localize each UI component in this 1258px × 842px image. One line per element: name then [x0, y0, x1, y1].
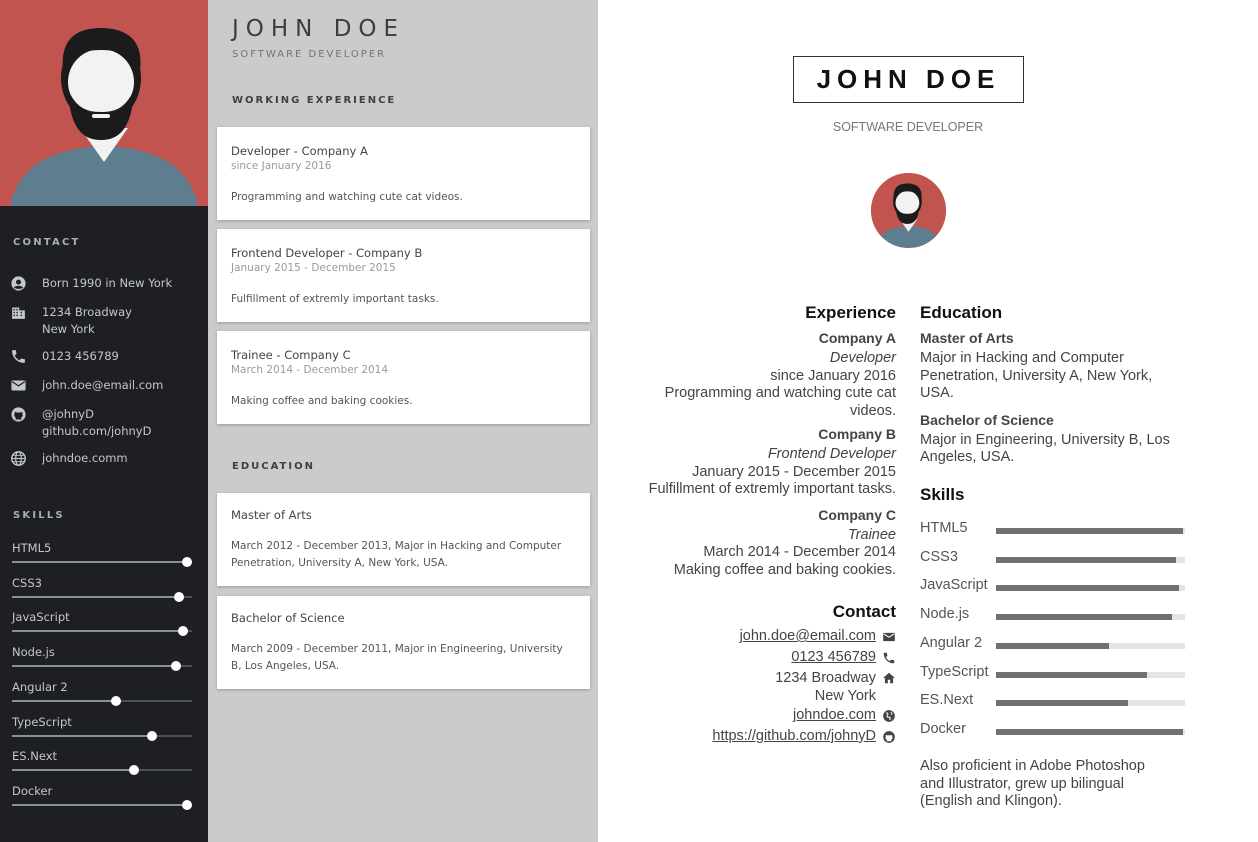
- cv-experience-item: [626, 505, 896, 580]
- cv-skill-fill: [996, 700, 1128, 706]
- building-icon: [10, 304, 27, 321]
- experience-card: [217, 331, 590, 424]
- avatar-illustration: [0, 0, 208, 206]
- cv-contact-github[interactable]: [626, 726, 896, 747]
- cv-degree: Master of Arts: [920, 330, 1014, 346]
- sidebar-skill: [12, 749, 192, 779]
- sidebar-skill-track: [12, 630, 192, 632]
- contact-website: [10, 450, 200, 467]
- middle-role: SOFTWARE DEVELOPER: [232, 49, 387, 60]
- envelope-icon: [882, 630, 896, 644]
- contact-address: [10, 304, 200, 338]
- phone-icon: [882, 651, 896, 665]
- cv-contact-section: [626, 601, 896, 747]
- cv-skill: [920, 606, 1190, 626]
- cv-company: Company C: [818, 506, 896, 523]
- sidebar-skill-label: Node.js: [12, 645, 55, 660]
- sidebar-skill: [12, 576, 192, 606]
- cv-skill: [920, 549, 1190, 569]
- cv-position: Developer: [829, 350, 896, 366]
- cv-position: Frontend Developer: [767, 446, 896, 462]
- cv-skill-fill: [996, 643, 1109, 649]
- sidebar-skill: [12, 680, 192, 710]
- profile-avatar: [0, 0, 208, 206]
- cv-skill-track: [996, 528, 1185, 534]
- experience-title: Frontend Developer - Company B: [231, 246, 423, 260]
- cv-skills-note: [920, 758, 1190, 811]
- contact-github-handle: @johnyD: [42, 407, 94, 421]
- experience-title: Developer - Company A: [231, 144, 368, 158]
- cv-email-link[interactable]: john.doe@email.com: [739, 628, 876, 644]
- sidebar-skill-knob[interactable]: [129, 765, 139, 775]
- sidebar-skill-knob[interactable]: [111, 696, 121, 706]
- cv-experience-heading: Experience: [805, 303, 896, 322]
- cv-skills-list: [920, 520, 1190, 760]
- cv-role: SOFTWARE DEVELOPER: [832, 120, 984, 134]
- sidebar-skill-fill: [12, 735, 152, 737]
- github-icon: [882, 730, 896, 744]
- contact-address-line1: 1234 Broadway: [42, 305, 132, 319]
- cv-skill-label: Node.js: [920, 606, 970, 623]
- sidebar-skill-fill: [12, 665, 176, 667]
- experience-date: March 2014 - December 2014: [231, 364, 389, 376]
- cv-company: Company B: [818, 426, 896, 442]
- contact-email-text: john.doe@email.com: [42, 378, 164, 392]
- cv-desc-line: videos.: [850, 402, 896, 419]
- education-title: Bachelor of Science: [231, 611, 345, 625]
- experience-card: [217, 229, 590, 322]
- cv-website-link[interactable]: johndoe.com: [792, 707, 876, 723]
- education-desc: March 2012 - December 2013, Major in Hacking and Computer Penetration, University A, New York, USA.: [231, 540, 562, 569]
- sidebar-skill-fill: [12, 700, 116, 702]
- sidebar-skill: [12, 784, 192, 814]
- cv-address-line1: 1234 Broadway: [775, 670, 876, 686]
- cv-skill: [920, 635, 1190, 655]
- cv-skill-fill: [996, 672, 1147, 678]
- cv-skill-label: CSS3: [920, 548, 958, 565]
- contact-phone-text: 0123 456789: [42, 349, 119, 363]
- cv-skill-track: [996, 700, 1185, 706]
- education-card: [217, 596, 590, 689]
- sidebar-skill-label: JavaScript: [12, 610, 70, 625]
- cv-note-line: Also proficient in Adobe Photoshop: [920, 758, 1145, 774]
- cv-skill-track: [996, 672, 1185, 678]
- sidebar-skill-label: Angular 2: [12, 679, 68, 694]
- cv-skill-label: ES.Next: [920, 692, 974, 709]
- contact-github-url: github.com/johnyD: [42, 424, 152, 438]
- cv-degree: Bachelor of Science: [920, 411, 1054, 428]
- working-experience-heading: WORKING EXPERIENCE: [232, 95, 397, 106]
- cv-github-link[interactable]: https://github.com/johnyD: [712, 728, 876, 744]
- contact-github: [10, 406, 200, 440]
- sidebar-skill-track: [12, 596, 192, 598]
- sidebar-skill-track: [12, 700, 192, 702]
- sidebar-skill-label: TypeScript: [12, 714, 72, 729]
- cv-company: Company A: [818, 330, 896, 346]
- cv-page: [598, 0, 1258, 842]
- cv-contact-address: [626, 670, 896, 705]
- education-heading: EDUCATION: [232, 461, 315, 472]
- sidebar-skill-label: HTML5: [12, 541, 52, 555]
- cv-experience-item: [626, 328, 896, 420]
- cv-edu-line: Major in Engineering, University B, Los: [920, 431, 1170, 448]
- experience-date: January 2015 - December 2015: [231, 262, 396, 274]
- cv-contact-email[interactable]: [626, 626, 896, 647]
- github-icon: [10, 406, 27, 423]
- cv-name-box: [793, 56, 1024, 103]
- experience-desc: Fulfillment of extremly important tasks.: [231, 293, 439, 305]
- sidebar-skill-track: [12, 769, 192, 771]
- cv-skill: [920, 692, 1190, 712]
- globe-icon: [882, 709, 896, 723]
- phone-icon: [10, 348, 27, 365]
- cv-skill-track: [996, 614, 1185, 620]
- sidebar-skill-track: [12, 561, 192, 563]
- cv-address-line2: New York: [814, 687, 876, 704]
- sidebar-skill-knob[interactable]: [147, 731, 157, 741]
- cv-skill-track: [996, 643, 1185, 649]
- contact-birth: [10, 275, 200, 292]
- contact-phone: [10, 348, 200, 365]
- sidebar-skill-fill: [12, 804, 187, 806]
- sidebar-skill-fill: [12, 561, 187, 563]
- sidebar-skill-label: Docker: [12, 783, 53, 798]
- cv-position: Trainee: [847, 526, 896, 543]
- cv-skill-label: JavaScript: [920, 577, 988, 594]
- education-card: [217, 493, 590, 586]
- cv-name: JOHN DOE: [816, 64, 1001, 94]
- cv-edu-line: USA.: [920, 385, 954, 401]
- globe-icon: [10, 450, 27, 467]
- skills-heading: SKILLS: [13, 510, 65, 521]
- cv-skills-heading: Skills: [920, 485, 965, 504]
- sidebar-skill-knob[interactable]: [174, 592, 184, 602]
- cv-skill-fill: [996, 585, 1179, 591]
- cv-skill-label: HTML5: [920, 520, 968, 536]
- experience-desc: Programming and watching cute cat videos.: [231, 191, 463, 203]
- cv-skill: [920, 664, 1190, 684]
- cv-experience-section: [626, 302, 896, 579]
- cv-desc-line: Programming and watching cute cat: [664, 385, 896, 401]
- sidebar-skill-knob[interactable]: [182, 800, 192, 810]
- cv-skill-track: [996, 585, 1185, 591]
- contact-address-line2: New York: [42, 322, 95, 336]
- cv-contact-heading: Contact: [832, 602, 896, 621]
- sidebar-skill: [12, 610, 192, 640]
- sidebar-skill-knob[interactable]: [182, 557, 192, 567]
- sidebar-skill: [12, 715, 192, 745]
- contact-heading: CONTACT: [13, 237, 81, 248]
- education-desc: March 2009 - December 2011, Major in Engineering, University B, Los Angeles, USA.: [231, 643, 563, 672]
- cv-contact-website[interactable]: [626, 705, 896, 726]
- experience-date: since January 2016: [231, 160, 332, 172]
- cv-desc-line: Fulfillment of extremly important tasks.: [648, 481, 896, 497]
- cv-avatar-illustration: [871, 173, 946, 248]
- experience-card: [217, 127, 590, 220]
- experience-desc: Making coffee and baking cookies.: [231, 395, 413, 407]
- user-circle-icon: [10, 275, 27, 292]
- cv-date: since January 2016: [770, 367, 896, 384]
- contact-website-text: johndoe.comm: [42, 451, 128, 465]
- sidebar-skill-fill: [12, 630, 183, 632]
- cv-experience-item: [626, 424, 896, 499]
- cv-note-line: and Illustrator, grew up bilingual: [920, 775, 1124, 792]
- sidebar-skill-track: [12, 665, 192, 667]
- cv-skill-label: TypeScript: [920, 663, 989, 680]
- sidebar-skill-label: CSS3: [12, 575, 42, 590]
- contact-birth-text: Born 1990 in New York: [42, 276, 173, 290]
- cv-avatar: [871, 173, 946, 248]
- sidebar-skill-track: [12, 804, 192, 806]
- cv-skill: [920, 520, 1190, 540]
- sidebar: [0, 0, 208, 842]
- cv-skill: [920, 577, 1190, 597]
- middle-column: [208, 0, 598, 842]
- cv-edu-line: Major in Hacking and Computer: [920, 350, 1124, 366]
- cv-contact-phone[interactable]: [626, 647, 896, 668]
- cv-date: January 2015 - December 2015: [692, 463, 896, 480]
- contact-email: [10, 377, 200, 394]
- sidebar-skill-fill: [12, 596, 179, 598]
- cv-phone-link[interactable]: 0123 456789: [791, 649, 876, 665]
- cv-education-heading: Education: [920, 303, 1003, 322]
- sidebar-skill-track: [12, 735, 192, 737]
- cv-education-section: [920, 302, 1190, 467]
- sidebar-skill: [12, 541, 192, 571]
- sidebar-skill: [12, 645, 192, 675]
- sidebar-skill-knob[interactable]: [178, 626, 188, 636]
- cv-edu-line: Angeles, USA.: [920, 449, 1015, 465]
- experience-title: Trainee - Company C: [231, 348, 351, 362]
- mail-icon: [10, 377, 27, 394]
- sidebar-skill-knob[interactable]: [171, 661, 181, 671]
- cv-skills-section: [920, 484, 1190, 506]
- cv-edu-line: Penetration, University A, New York,: [920, 367, 1153, 384]
- middle-name: JOHN DOE: [232, 16, 406, 42]
- cv-skill-fill: [996, 614, 1172, 620]
- cv-skill-fill: [996, 729, 1183, 735]
- home-icon: [882, 671, 896, 685]
- cv-skill-track: [996, 557, 1185, 563]
- cv-skill-label: Angular 2: [920, 634, 983, 651]
- sidebar-skill-fill: [12, 769, 134, 771]
- sidebar-skill-label: ES.Next: [12, 749, 58, 764]
- cv-desc-line: Making coffee and baking cookies.: [673, 561, 896, 578]
- cv-skill-label: Docker: [920, 720, 966, 737]
- cv-skill-track: [996, 729, 1185, 735]
- cv-education-item: [920, 328, 1190, 403]
- cv-date: March 2014 - December 2014: [703, 544, 896, 560]
- cv-skill-fill: [996, 557, 1176, 563]
- cv-education-item: [920, 410, 1190, 467]
- education-title: Master of Arts: [231, 508, 312, 522]
- cv-skill: [920, 721, 1190, 741]
- cv-skill-fill: [996, 528, 1183, 534]
- cv-note-line: (English and Klingon).: [920, 793, 1062, 809]
